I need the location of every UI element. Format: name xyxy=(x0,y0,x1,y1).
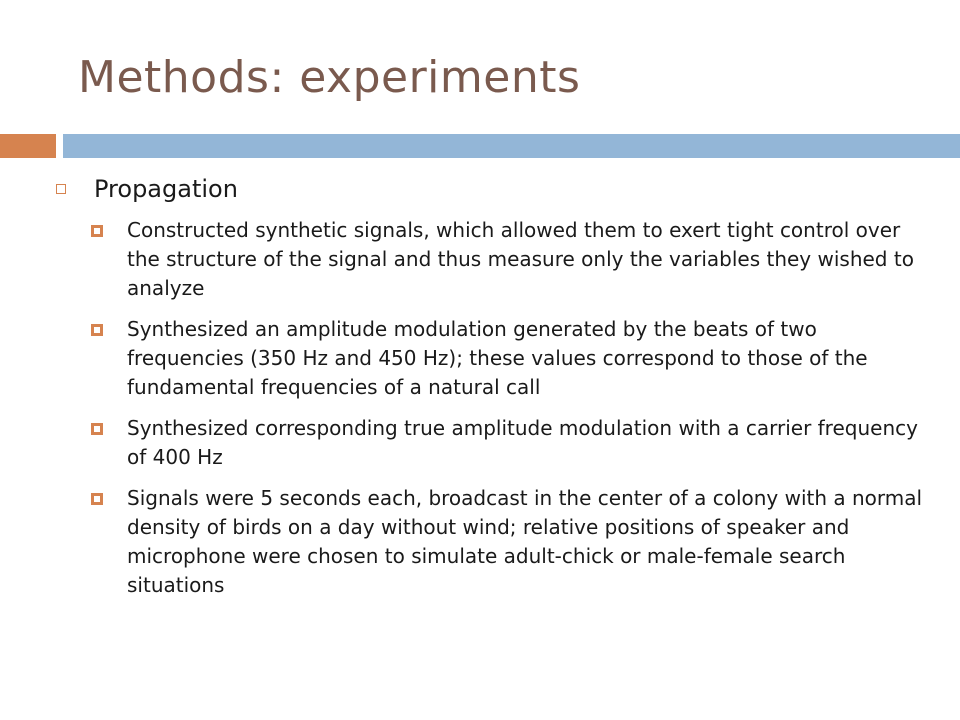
sub-bullet-item xyxy=(44,414,924,472)
hollow-square-bullet-icon xyxy=(56,184,66,194)
sub-bullet-text: Constructed synthetic signals, which allowed them to exert tight control over the structure of the signal and thus measure only the variables they wished to analyze xyxy=(127,218,914,300)
bullet-level1 xyxy=(44,172,924,206)
sub-bullet-list xyxy=(44,216,924,600)
sub-bullet-item xyxy=(44,216,924,303)
sub-bullet-text: Synthesized corresponding true amplitude modulation with a carrier frequency of 400 Hz xyxy=(127,416,918,469)
sub-bullet-item xyxy=(44,484,924,600)
accent-bar-blue xyxy=(63,134,960,158)
square-bullet-icon xyxy=(91,493,103,505)
sub-bullet-text: Signals were 5 seconds each, broadcast in the center of a colony with a normal density of birds on a day without wind; relative positions of speaker and microphone were chosen to simulate adult-chick or male-female search situations xyxy=(127,486,923,597)
sub-bullet-item xyxy=(44,315,924,402)
bullet-level1-text: Propagation xyxy=(94,175,238,203)
slide-title: Methods: experiments xyxy=(78,52,581,103)
square-bullet-icon xyxy=(91,225,103,237)
slide-content xyxy=(44,172,924,612)
sub-bullet-text: Synthesized an amplitude modulation generated by the beats of two frequencies (350 Hz and 450 Hz); these values correspond to those of the fundamental frequencies of a natural call xyxy=(127,317,868,399)
accent-bar-orange xyxy=(0,134,56,158)
square-bullet-icon xyxy=(91,324,103,336)
square-bullet-icon xyxy=(91,423,103,435)
